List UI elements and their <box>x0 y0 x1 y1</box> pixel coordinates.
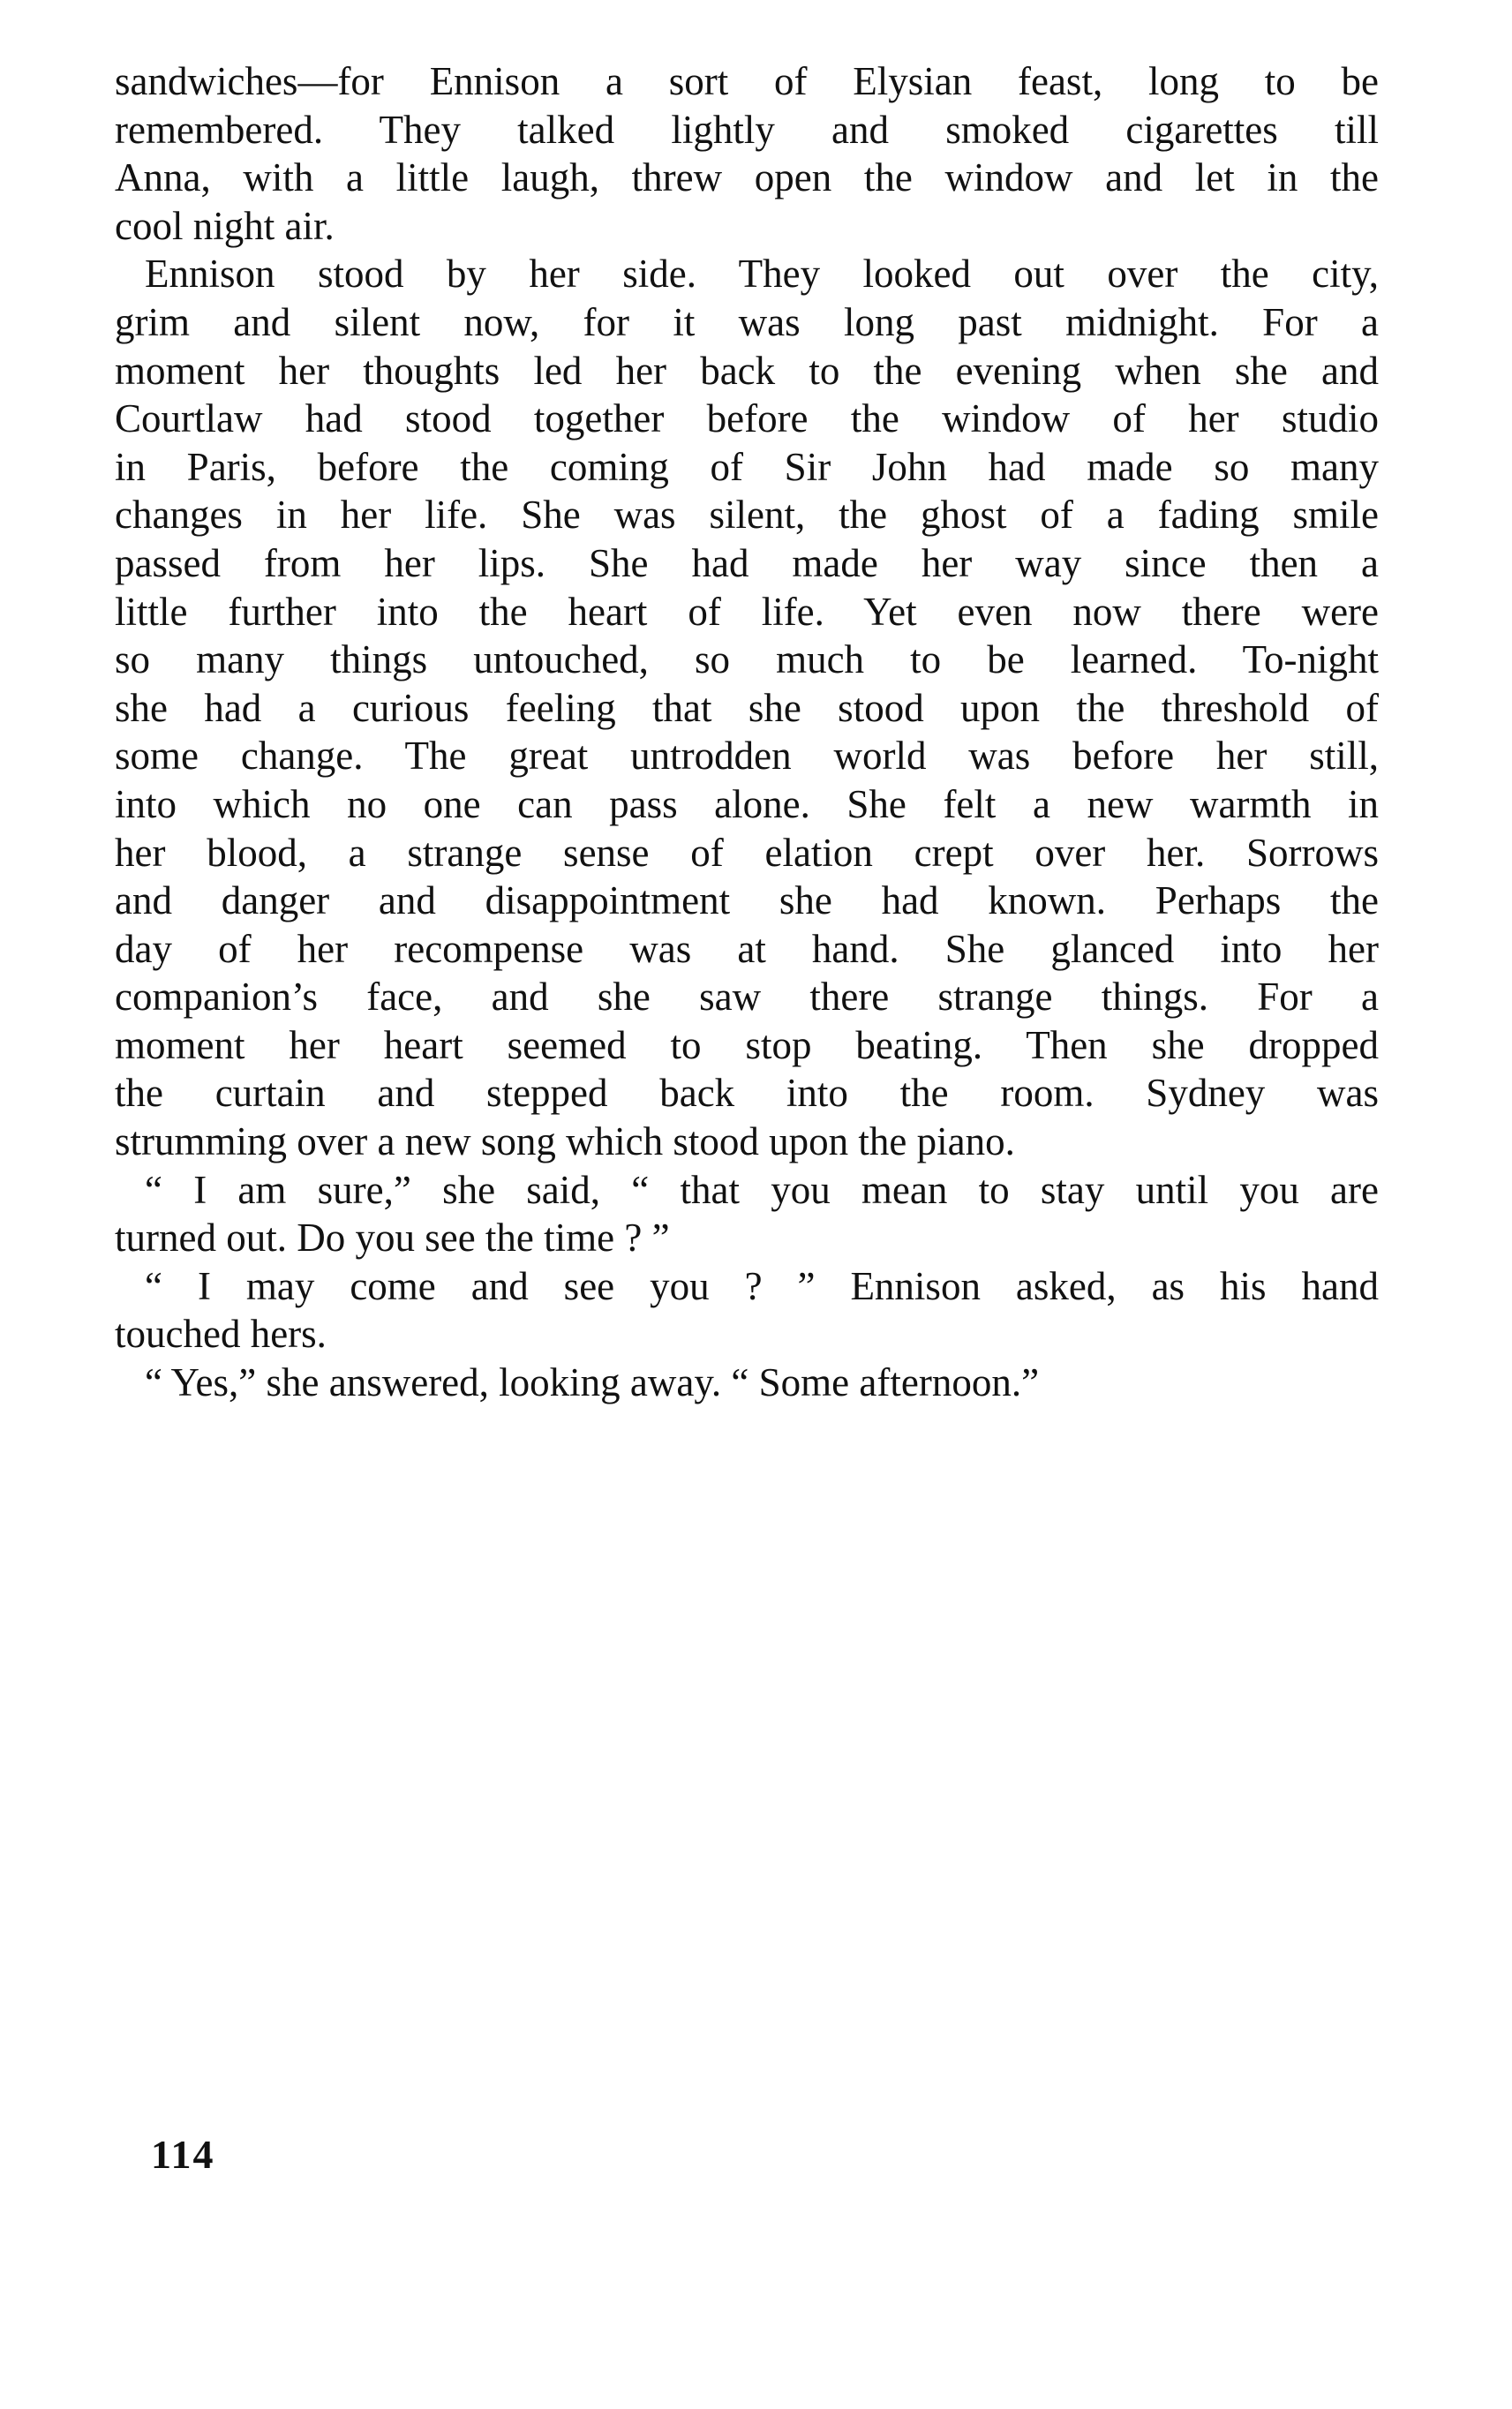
text-line: so many things untouched, so much to be learned. To-night <box>115 637 1379 682</box>
text-line: Anna, with a little laugh, threw open the window and let in the <box>115 155 1379 200</box>
text-line: passed from her lips. She had made her way since then a <box>115 540 1379 585</box>
text-line: she had a curious feeling that she stood upon the threshold of <box>115 685 1379 730</box>
text-line: day of her recompense was at hand. She glanced into her <box>115 926 1379 971</box>
text-line: in Paris, before the coming of Sir John had made so many <box>115 444 1379 489</box>
text-line: “ I am sure,” she said, “ that you mean to stay until you are <box>145 1167 1379 1212</box>
text-line: moment her thoughts led her back to the evening when she and <box>115 348 1379 393</box>
text-line: cool night air. <box>115 203 335 248</box>
text-line: little further into the heart of life. Yet even now there were <box>115 589 1379 634</box>
text-line: Courtlaw had stood together before the window of her studio <box>115 396 1379 441</box>
text-line: the curtain and stepped back into the room. Sydney was <box>115 1071 1379 1116</box>
text-line: remembered. They talked lightly and smoked cigarettes till <box>115 107 1379 152</box>
text-line: touched hers. <box>115 1312 327 1357</box>
text-line: “ I may come and see you ? ” Ennison asked, as his hand <box>145 1263 1379 1308</box>
text-line: sandwiches—for Ennison a sort of Elysian feast, long to be <box>115 59 1379 103</box>
text-line: and danger and disappointment she had known. Perhaps the <box>115 878 1379 923</box>
text-line: into which no one can pass alone. She felt a new warmth in <box>115 781 1379 826</box>
page-number: 114 <box>151 2132 215 2177</box>
text-line: companion’s face, and she saw there strange things. For a <box>115 975 1379 1020</box>
text-line: her blood, a strange sense of elation crept over her. Sorrows <box>115 830 1379 875</box>
body-text <box>115 57 1379 1407</box>
text-line: moment her heart seemed to stop beating. Then she dropped <box>115 1022 1379 1067</box>
text-line: “ Yes,” she answered, looking away. “ Some afternoon.” <box>145 1360 1040 1405</box>
text-line: changes in her life. She was silent, the ghost of a fading smile <box>115 493 1379 538</box>
text-line: some change. The great untrodden world was before her still, <box>115 734 1379 779</box>
text-line: turned out. Do you see the time ? ” <box>115 1216 670 1261</box>
text-line: Ennison stood by her side. They looked out over the city, <box>145 252 1379 297</box>
text-line: strumming over a new song which stood upon the piano. <box>115 1119 1015 1164</box>
text-line: grim and silent now, for it was long past midnight. For a <box>115 299 1379 344</box>
